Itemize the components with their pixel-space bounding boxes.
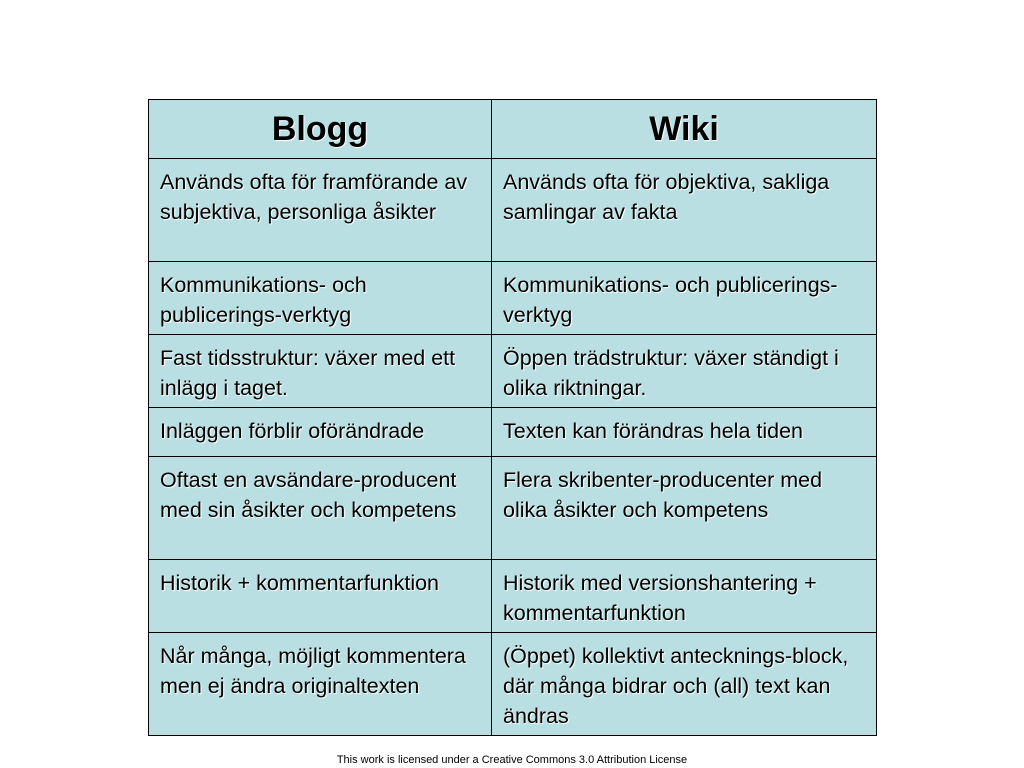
table-row bbox=[149, 159, 877, 262]
license-footer: This work is licensed under a Creative Commons 3.0 Attribution License bbox=[336, 754, 688, 766]
table-row bbox=[149, 335, 877, 408]
table-row bbox=[149, 408, 877, 457]
blogg-cell: Inläggen förblir oförändrade bbox=[149, 408, 492, 457]
blogg-cell: Historik + kommentarfunktion bbox=[149, 560, 492, 633]
comparison-table bbox=[148, 99, 877, 736]
header-wiki: Wiki bbox=[492, 100, 877, 159]
wiki-cell: Kommunikations- och publicerings-verktyg bbox=[492, 262, 877, 335]
table-row bbox=[149, 560, 877, 633]
wiki-cell: Används ofta för objektiva, sakliga samlingar av fakta bbox=[492, 159, 877, 262]
wiki-cell: (Öppet) kollektivt antecknings-block, där många bidrar och (all) text kan ändras bbox=[492, 633, 877, 736]
table-row bbox=[149, 457, 877, 560]
blogg-cell: Når många, möjligt kommentera men ej ändra originaltexten bbox=[149, 633, 492, 736]
wiki-cell: Öppen trädstruktur: växer ständigt i olika riktningar. bbox=[492, 335, 877, 408]
table-row bbox=[149, 633, 877, 736]
wiki-cell: Historik med versionshantering + kommentarfunktion bbox=[492, 560, 877, 633]
table-row bbox=[149, 262, 877, 335]
blogg-cell: Kommunikations- och publicerings-verktyg bbox=[149, 262, 492, 335]
blogg-cell: Oftast en avsändare-producent med sin åsikter och kompetens bbox=[149, 457, 492, 560]
wiki-cell: Texten kan förändras hela tiden bbox=[492, 408, 877, 457]
header-blogg: Blogg bbox=[149, 100, 492, 159]
wiki-cell: Flera skribenter-producenter med olika åsikter och kompetens bbox=[492, 457, 877, 560]
blogg-cell: Används ofta för framförande av subjektiva, personliga åsikter bbox=[149, 159, 492, 262]
blogg-cell: Fast tidsstruktur: växer med ett inlägg i taget. bbox=[149, 335, 492, 408]
header-row bbox=[149, 100, 877, 159]
